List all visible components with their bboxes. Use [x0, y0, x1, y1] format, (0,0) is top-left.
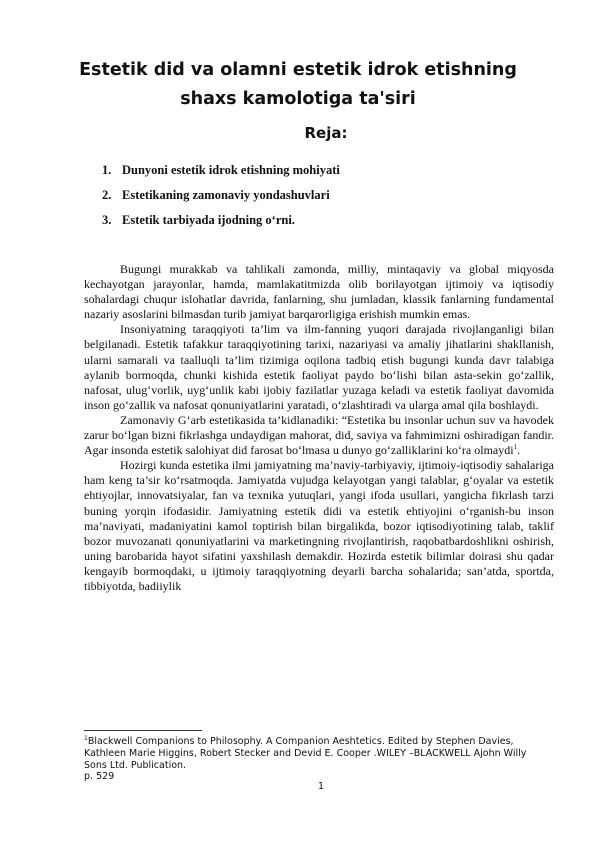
plan-list — [92, 162, 340, 237]
document-title: Estetik did va olamni estetik idrok etishning shaxs kamolotiga ta'siri — [79, 60, 517, 109]
page-number: 1 — [317, 781, 325, 792]
plan-item-text: Dunyoni estetik idrok etishning mohiyati — [122, 163, 340, 177]
footnote — [84, 733, 552, 783]
footnote-separator — [84, 730, 202, 731]
paragraph: Bugungi murakkab va tahlikali zamonda, milliy, mintaqaviy va global miqyosda kechayotgan jarayonlar, hamda, mamlakatitmizda olib borilayotgan ijtimoiy va iqtisodiy sohalardagi chuqur islohatlar davrida, fanlarning, shu jumladan, klassik fanlarning fundamental nazariy asoslarini bilmasdan turib jamiyat barqarorligiga erishish mumkin emas. — [84, 262, 554, 322]
paragraph-end: . — [517, 443, 521, 458]
footnote-text: Blackwell Companions to Philosophy. A Companion Aeshtetics. Edited by Stephen Davies, Kathleen Marie Higgins, Robert Stecker and Devid E. Cooper .WILEY –BLACKWELL Ajohn Willy Sons Ltd. Publication. — [84, 736, 527, 771]
plan-heading: Reja: — [304, 124, 348, 142]
plan-item — [92, 212, 340, 237]
paragraph: Hozirgi kunda estetika ilmi jamiyatning ma’naviy-tarbiyaviy, ijtimoiy-iqtisodiy sahalariga ham keng ta’sir ko‘rsatmoqda. Jamiyatda vujudga kelayotgan yangi talablar, g‘oyalar va estetik ehtiyojlar, innovatsiyalar, fan va texnika yutuqlari, yangi ifoda usullari, yangicha fikrlash tarzi buning yorqin ifodasidir. Jamiyatning estetik didi va estetik ehtiyojini o‘rganish-bu inson ma’naviyati, madaniyatini kamol toptirish bilan birgalikda, bozor iqtisodiyotining talab, taklif bozor muvozanati qonuniyatlarini va marketingning rivojlantirish, raqobatbardoshlikni oshirish, uning barobarida hayot sifatini yaxshilash demakdir. Hozirda estetik bilimlar doirasi shu qadar kengayib bormoqdaki, u ijtimoiy taraqqiyotning deyarli barcha sohalarida; san’atda, sportda, tibbiyotda, badiiylik — [84, 458, 554, 593]
paragraph — [84, 413, 554, 458]
plan-item-number: 1. — [102, 163, 112, 177]
paragraph-text: Zamonaviy G‘arb estetikasida ta’kidlanadiki: “Estetika bu insonlar uchun suv va havodek zarur bo‘lgan bizni fikrlashga undaydigan mahorat, did, saviya va fahmimizni oshiradigan fandir. Agar insonda estetik salohiyat did farosat bo‘lmasa u dunyo go‘zalliklarini ko‘ra olmaydi — [84, 412, 554, 458]
plan-item-text: Estetik tarbiyada ijodning o‘rni. — [122, 213, 295, 227]
footnote-page: p. 529 — [84, 771, 115, 783]
footnote-reference[interactable]: 1 — [513, 443, 518, 452]
plan-item-text: Estetikaning zamonaviy yondashuvlari — [122, 188, 330, 202]
plan-item — [92, 187, 340, 212]
plan-item-number: 2. — [102, 188, 112, 202]
plan-item-number: 3. — [102, 213, 112, 227]
plan-item — [92, 162, 340, 187]
body-text — [84, 262, 554, 594]
paragraph: Insoniyatning taraqqiyoti ta’lim va ilm-fanning yuqori darajada rivojlanganligi bilan belgilanadi. Estetik tafakkur taraqqiyotining tarixi, nazariyasi va amaliy jihatlarini shakllanish, ularni samarali va taalluqli ta’lim tizimiga oqilona tadbiq etish bugungi kunda davr talabiga aylanib bormoqda, chunki kishida estetik faoliyat paydo bo‘lishi bilan asta-sekin go‘zallik, nafosat, ulug‘vorlik, uyg‘unlik kabi ijobiy fazilatlar yuzaga keladi va estetik faoliyat davomida inson go‘zallik va nafosat qonuniyatlarini yaratadi, o‘zlashtiradi va ularga amal qila boshlaydi. — [84, 322, 554, 412]
footnote-marker: 1 — [84, 735, 88, 742]
